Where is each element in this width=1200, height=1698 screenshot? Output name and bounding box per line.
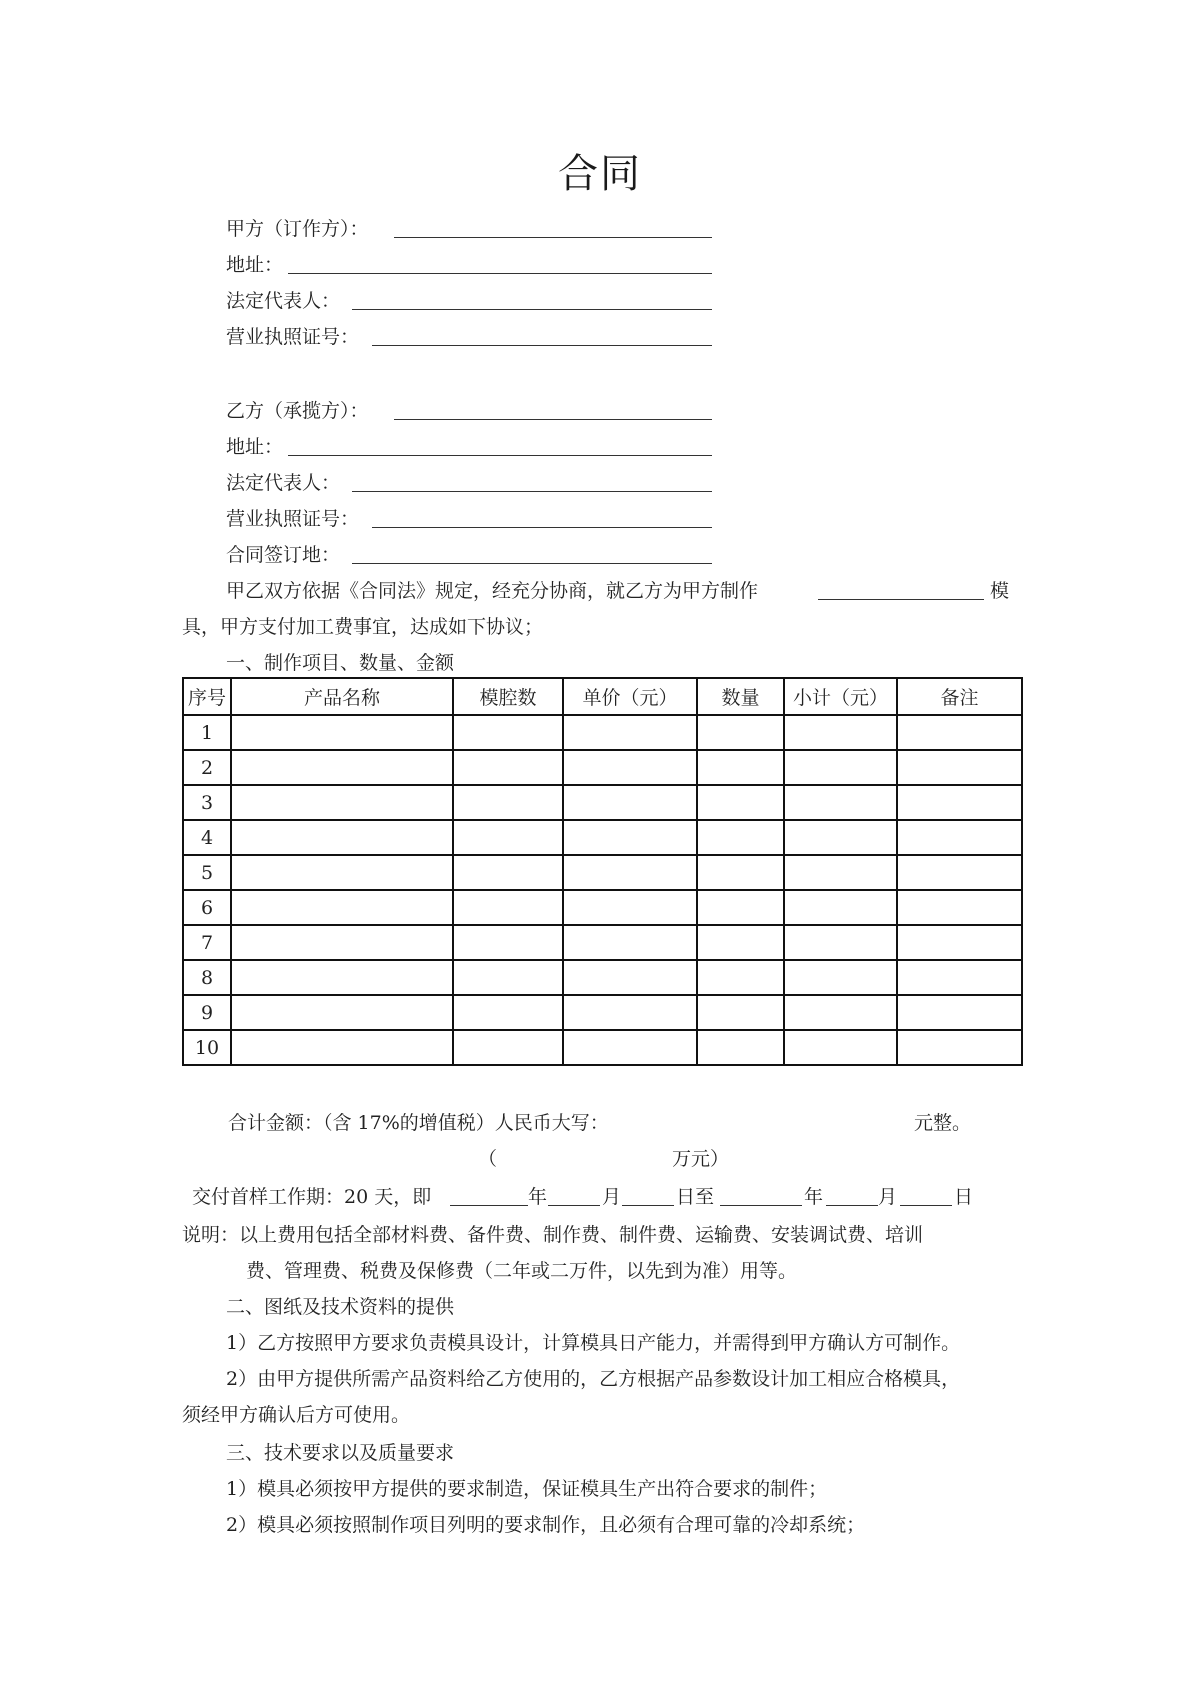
cell-remarks[interactable]: [897, 995, 1022, 1030]
delivery-end-month-field[interactable]: [826, 1205, 878, 1206]
cell-unit-price[interactable]: [563, 925, 697, 960]
cell-quantity[interactable]: [697, 820, 784, 855]
cell-unit-price[interactable]: [563, 785, 697, 820]
header-remarks: 备注: [897, 678, 1022, 715]
party-a-address-label: 地址：: [226, 254, 284, 276]
cell-subtotal[interactable]: [784, 995, 897, 1030]
cell-subtotal[interactable]: [784, 890, 897, 925]
delivery-end-day-field[interactable]: [900, 1205, 952, 1206]
cell-quantity[interactable]: [697, 1030, 784, 1065]
party-b-address-field[interactable]: [288, 455, 712, 456]
row-number: 7: [183, 925, 231, 960]
party-a-rep-label: 法定代表人：: [226, 290, 341, 312]
table-row: [183, 1030, 1022, 1065]
delivery-month-label: 月: [602, 1186, 622, 1208]
row-number: 8: [183, 960, 231, 995]
party-a-name-field[interactable]: [394, 237, 712, 238]
cell-remarks[interactable]: [897, 785, 1022, 820]
cell-remarks[interactable]: [897, 715, 1022, 750]
cell-subtotal[interactable]: [784, 785, 897, 820]
section-3-item-2: 2）模具必须按照制作项目列明的要求制作，且必须有合理可靠的冷却系统；: [226, 1514, 866, 1536]
section-1-heading: 一、制作项目、数量、金额: [226, 652, 455, 674]
cell-unit-price[interactable]: [563, 995, 697, 1030]
cell-product-name[interactable]: [231, 785, 453, 820]
cell-unit-price[interactable]: [563, 750, 697, 785]
row-number: 10: [183, 1030, 231, 1065]
total-suffix: 元整。: [914, 1112, 972, 1134]
cell-cavities[interactable]: [453, 960, 563, 995]
cell-remarks[interactable]: [897, 855, 1022, 890]
section-2-item-1: 1）乙方按照甲方要求负责模具设计，计算模具日产能力，并需得到甲方确认方可制作。: [226, 1332, 961, 1354]
table-header-row: [183, 678, 1022, 715]
cell-product-name[interactable]: [231, 960, 453, 995]
header-seq: 序号: [183, 678, 231, 715]
cell-unit-price[interactable]: [563, 855, 697, 890]
delivery-end-year-label: 年: [804, 1186, 824, 1208]
cell-subtotal[interactable]: [784, 925, 897, 960]
cell-cavities[interactable]: [453, 785, 563, 820]
note-line1: 说明：以上费用包括全部材料费、备件费、制作费、制件费、运输费、安装调试费、培训: [182, 1224, 924, 1246]
cell-product-name[interactable]: [231, 820, 453, 855]
party-a-rep-field[interactable]: [352, 309, 712, 310]
cell-product-name[interactable]: [231, 715, 453, 750]
section-3-heading: 三、技术要求以及质量要求: [226, 1442, 455, 1464]
cell-quantity[interactable]: [697, 715, 784, 750]
row-number: 4: [183, 820, 231, 855]
cell-subtotal[interactable]: [784, 715, 897, 750]
section-2-item-2-line2: 须经甲方确认后方可使用。: [182, 1404, 411, 1426]
section-2-heading: 二、图纸及技术资料的提供: [226, 1296, 455, 1318]
table-row: [183, 925, 1022, 960]
total-open-paren: （: [478, 1148, 498, 1170]
party-b-license-label: 营业执照证号：: [226, 508, 360, 530]
intro-line1-end: 模: [990, 580, 1010, 602]
header-subtotal: 小计（元）: [784, 678, 897, 715]
cell-product-name[interactable]: [231, 890, 453, 925]
row-number: 6: [183, 890, 231, 925]
party-b-address-label: 地址：: [226, 436, 284, 458]
cell-remarks[interactable]: [897, 890, 1022, 925]
party-a-address-field[interactable]: [288, 273, 712, 274]
row-number: 2: [183, 750, 231, 785]
party-a-license-label: 营业执照证号：: [226, 326, 360, 348]
mold-name-field[interactable]: [818, 599, 984, 600]
cell-cavities[interactable]: [453, 890, 563, 925]
cell-unit-price[interactable]: [563, 715, 697, 750]
cell-quantity[interactable]: [697, 925, 784, 960]
cell-product-name[interactable]: [231, 1030, 453, 1065]
cell-unit-price[interactable]: [563, 1030, 697, 1065]
cell-unit-price[interactable]: [563, 820, 697, 855]
cell-cavities[interactable]: [453, 925, 563, 960]
party-b-rep-field[interactable]: [352, 491, 712, 492]
total-label: 合计金额：（含 17%的增值税）人民币大写：: [228, 1112, 609, 1134]
delivery-start-month-field[interactable]: [548, 1205, 600, 1206]
table-row: [183, 715, 1022, 750]
items-table: [182, 677, 1023, 1066]
table-row: [183, 890, 1022, 925]
cell-product-name[interactable]: [231, 925, 453, 960]
contract-title: 合同: [558, 151, 642, 197]
delivery-year-label: 年: [528, 1186, 548, 1208]
cell-remarks[interactable]: [897, 1030, 1022, 1065]
row-number: 5: [183, 855, 231, 890]
cell-subtotal[interactable]: [784, 1030, 897, 1065]
total-wan-yuan: 万元）: [672, 1148, 730, 1170]
cell-cavities[interactable]: [453, 995, 563, 1030]
row-number: 3: [183, 785, 231, 820]
cell-quantity[interactable]: [697, 995, 784, 1030]
party-b-name-label: 乙方（承揽方）：: [226, 400, 369, 422]
intro-line1: 甲乙双方依据《合同法》规定，经充分协商，就乙方为甲方制作: [226, 580, 759, 602]
header-quantity: 数量: [697, 678, 784, 715]
cell-subtotal[interactable]: [784, 855, 897, 890]
delivery-end-day-label: 日: [954, 1186, 974, 1208]
cell-unit-price[interactable]: [563, 890, 697, 925]
cell-cavities[interactable]: [453, 855, 563, 890]
party-b-rep-label: 法定代表人：: [226, 472, 341, 494]
cell-unit-price[interactable]: [563, 960, 697, 995]
table-row: [183, 960, 1022, 995]
cell-cavities[interactable]: [453, 750, 563, 785]
cell-quantity[interactable]: [697, 890, 784, 925]
header-cavities: 模腔数: [453, 678, 563, 715]
note-line2: 费、管理费、税费及保修费（二年或二万件，以先到为准）用等。: [246, 1260, 798, 1282]
delivery-day-to-label: 日至: [676, 1186, 715, 1208]
cell-quantity[interactable]: [697, 855, 784, 890]
delivery-prefix: 交付首样工作期：20 天，即: [192, 1186, 432, 1208]
table-row: [183, 750, 1022, 785]
table-row: [183, 855, 1022, 890]
delivery-start-day-field[interactable]: [622, 1205, 674, 1206]
cell-remarks[interactable]: [897, 960, 1022, 995]
cell-quantity[interactable]: [697, 750, 784, 785]
cell-subtotal[interactable]: [784, 750, 897, 785]
cell-quantity[interactable]: [697, 960, 784, 995]
delivery-start-year-field[interactable]: [450, 1205, 528, 1206]
cell-remarks[interactable]: [897, 925, 1022, 960]
party-b-license-field[interactable]: [372, 527, 712, 528]
cell-product-name[interactable]: [231, 750, 453, 785]
cell-product-name[interactable]: [231, 995, 453, 1030]
party-a-name-label: 甲方（订作方）：: [226, 218, 369, 240]
header-unit-price: 单价（元）: [563, 678, 697, 715]
party-b-name-field[interactable]: [394, 419, 712, 420]
row-number: 9: [183, 995, 231, 1030]
cell-product-name[interactable]: [231, 855, 453, 890]
section-2-item-2-line1: 2）由甲方提供所需产品资料给乙方使用的，乙方根据产品参数设计加工相应合格模具，: [226, 1368, 961, 1390]
party-a-license-field[interactable]: [372, 345, 712, 346]
table-row: [183, 995, 1022, 1030]
row-number: 1: [183, 715, 231, 750]
table-row: [183, 785, 1022, 820]
cell-quantity[interactable]: [697, 785, 784, 820]
cell-remarks[interactable]: [897, 750, 1022, 785]
cell-subtotal[interactable]: [784, 960, 897, 995]
table-row: [183, 820, 1022, 855]
cell-cavities[interactable]: [453, 820, 563, 855]
cell-cavities[interactable]: [453, 715, 563, 750]
cell-subtotal[interactable]: [784, 820, 897, 855]
delivery-end-year-field[interactable]: [720, 1205, 802, 1206]
intro-line2: 具，甲方支付加工费事宜，达成如下协议；: [182, 616, 544, 638]
header-product-name: 产品名称: [231, 678, 453, 715]
sign-place-label: 合同签订地：: [226, 544, 341, 566]
cell-remarks[interactable]: [897, 820, 1022, 855]
section-3-item-1: 1）模具必须按甲方提供的要求制造，保证模具生产出符合要求的制件；: [226, 1478, 828, 1500]
cell-cavities[interactable]: [453, 1030, 563, 1065]
delivery-end-month-label: 月: [878, 1186, 898, 1208]
sign-place-field[interactable]: [352, 563, 712, 564]
